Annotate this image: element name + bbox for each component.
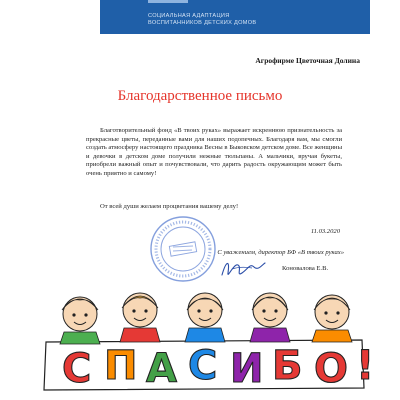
letter-body [86,127,342,179]
signature-line: С уважением, директор БФ «В твоих руках» [217,249,344,256]
banner-letter: Б [272,343,303,389]
letter-closing: От всей души желаем процветания вашему делу! [100,203,239,210]
child-figure-4 [250,293,290,342]
child-figure-1 [60,297,100,344]
banner-letter: О [314,346,349,392]
organization-header [100,0,370,34]
letter-title: Благодарственное письмо [117,88,283,104]
handwritten-signature-icon [218,255,268,281]
addressee: Агрофирме Цветочная Долина [255,56,360,65]
banner-letter: А [146,346,177,392]
signer-name: Коновалова Е.В. [282,265,329,272]
header-line-2: ВОСПИТАННИКОВ ДЕТСКИХ ДОМОВ [148,20,257,26]
letter-body-paragraph: Благотворительный фонд «В твоих руках» выражает искреннюю признательность за прекрасные цветы, переданные вами для наших подопечных. Благодаря вам, мы смогли создать атмосферу настоящего праздника Весны в Быковском детском доме. Все женщины и девочки в детском доме получили нежные тюльпаны. А мальчики, вручая букеты, приобрели важный опыт и почувствовали, что дарить радость окружающим может быть очень приятно и самому! [86,127,342,177]
banner-letter: ! [356,343,375,389]
round-seal-icon [148,214,218,284]
banner-letter: П [104,343,138,389]
banner-letter: С [188,343,218,389]
header-line-1: СОЦИАЛЬНАЯ АДАПТАЦИЯ [148,13,230,19]
banner-letter: С [62,346,92,392]
child-figure-2 [120,293,160,342]
header-accent-line [148,0,188,3]
letter-date: 11.03.2020 [310,228,340,235]
child-figure-3 [185,293,225,342]
child-figure-5 [312,295,352,342]
kids-thank-you-illustration [40,280,375,395]
banner-letter: И [230,346,264,392]
